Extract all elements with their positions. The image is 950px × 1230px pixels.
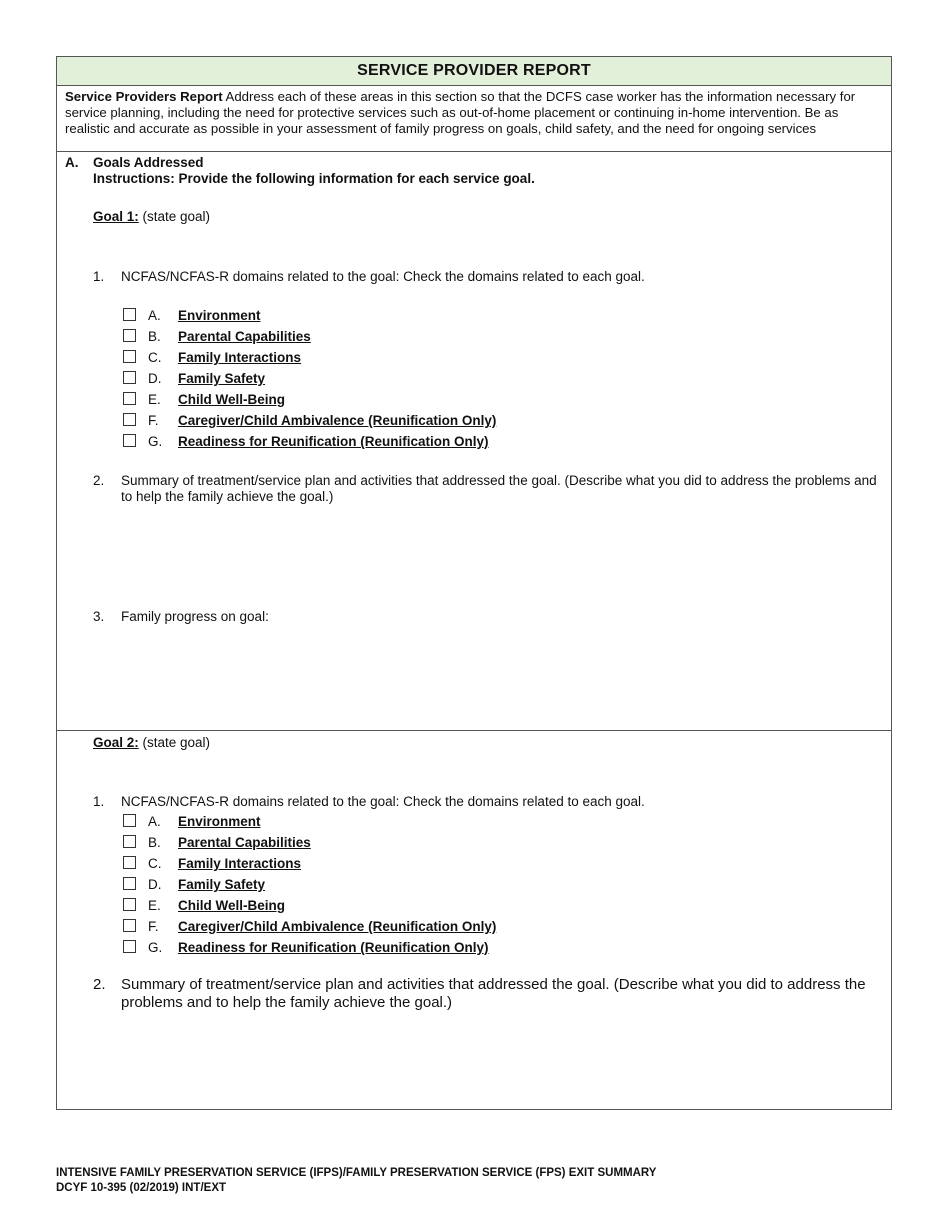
checkbox[interactable] bbox=[123, 898, 136, 911]
goal-2-hint: (state goal) bbox=[138, 735, 211, 750]
intro-text: Address each of these areas in this section so that the DCFS case worker has the information necessary for service planning, including the need for protective services such as out-of-home placement or continuing in-home intervention. Be as realistic and accurate as possible in your assessment of family progress on goals, child safety, and the need for ongoing services bbox=[65, 89, 856, 136]
goal-1-item-3-number: 3. bbox=[93, 609, 105, 624]
checkbox[interactable] bbox=[123, 371, 136, 384]
domain-label: Family Safety bbox=[178, 877, 266, 892]
checkbox[interactable] bbox=[123, 434, 136, 447]
checkbox[interactable] bbox=[123, 329, 136, 342]
domain-label: Environment bbox=[178, 308, 261, 323]
goal-2-item-2-number: 2. bbox=[93, 976, 106, 993]
goal-2-line[interactable] bbox=[93, 735, 210, 751]
intro-bold-lead: Service Providers Report bbox=[65, 89, 223, 104]
goal-1-item-1-text: NCFAS/NCFAS-R domains related to the goal: Check the domains related to each goal. bbox=[121, 269, 645, 284]
domain-letter: A. bbox=[148, 814, 161, 829]
domain-label: Caregiver/Child Ambivalence (Reunification Only) bbox=[178, 919, 497, 934]
goal-1-section bbox=[57, 152, 891, 731]
checkbox[interactable] bbox=[123, 392, 136, 405]
domain-letter: B. bbox=[148, 835, 161, 850]
domain-letter: B. bbox=[148, 329, 161, 344]
domain-label: Parental Capabilities bbox=[178, 329, 311, 344]
domain-label: Environment bbox=[178, 814, 261, 829]
goal-2-label: Goal 2: bbox=[93, 735, 139, 750]
checkbox[interactable] bbox=[123, 940, 136, 953]
domain-label: Readiness for Reunification (Reunification Only) bbox=[178, 434, 489, 449]
service-provider-report-form bbox=[56, 56, 892, 1110]
goal-2-item-1-text: NCFAS/NCFAS-R domains related to the goal: Check the domains related to each goal. bbox=[121, 794, 645, 809]
domain-label: Family Interactions bbox=[178, 856, 302, 871]
goal-1-label: Goal 1: bbox=[93, 209, 139, 224]
domain-label: Child Well-Being bbox=[178, 392, 285, 407]
goal-1-item-3-text: Family progress on goal: bbox=[121, 609, 269, 624]
domain-letter: F. bbox=[148, 919, 159, 934]
goal-1-hint: (state goal) bbox=[138, 209, 211, 224]
goal-1-item-2-number: 2. bbox=[93, 473, 105, 488]
checkbox[interactable] bbox=[123, 350, 136, 363]
domain-letter: D. bbox=[148, 371, 162, 386]
goal-2-section bbox=[57, 731, 891, 1111]
form-title: SERVICE PROVIDER REPORT bbox=[57, 57, 891, 86]
checkbox[interactable] bbox=[123, 856, 136, 869]
checkbox[interactable] bbox=[123, 877, 136, 890]
goal-1-item-1-number: 1. bbox=[93, 269, 105, 284]
footer-form-title: INTENSIVE FAMILY PRESERVATION SERVICE (IFPS)/FAMILY PRESERVATION SERVICE (FPS) EXIT SUMMARY bbox=[56, 1167, 657, 1179]
domain-label: Child Well-Being bbox=[178, 898, 285, 913]
section-a-instructions: Instructions: Provide the following information for each service goal. bbox=[93, 171, 535, 186]
domain-letter: F. bbox=[148, 413, 159, 428]
footer-form-number: DCYF 10-395 (02/2019) INT/EXT bbox=[56, 1182, 227, 1194]
goal-1-item-2-text: Summary of treatment/service plan and activities that addressed the goal. (Describe what you did to address the problems and to help the family achieve the goal.) bbox=[121, 473, 877, 504]
checkbox[interactable] bbox=[123, 835, 136, 848]
intro-paragraph bbox=[57, 86, 891, 152]
domain-letter: A. bbox=[148, 308, 161, 323]
section-a-heading: Goals Addressed bbox=[93, 155, 204, 170]
domain-label: Family Interactions bbox=[178, 350, 302, 365]
domain-letter: G. bbox=[148, 940, 163, 955]
domain-letter: E. bbox=[148, 392, 161, 407]
domain-letter: D. bbox=[148, 877, 162, 892]
goal-2-item-1-number: 1. bbox=[93, 794, 105, 809]
goal-2-item-2-text: Summary of treatment/service plan and activities that addressed the goal. (Describe what you did to address the problems and to help the family achieve the goal.) bbox=[121, 976, 866, 1011]
domain-label: Readiness for Reunification (Reunification Only) bbox=[178, 940, 489, 955]
section-a-letter: A. bbox=[65, 155, 79, 170]
domain-letter: G. bbox=[148, 434, 163, 449]
checkbox[interactable] bbox=[123, 308, 136, 321]
checkbox[interactable] bbox=[123, 814, 136, 827]
domain-letter: C. bbox=[148, 350, 162, 365]
checkbox[interactable] bbox=[123, 413, 136, 426]
goal-1-line[interactable] bbox=[93, 209, 210, 225]
domain-label: Parental Capabilities bbox=[178, 835, 311, 850]
domain-label: Family Safety bbox=[178, 371, 266, 386]
domain-label: Caregiver/Child Ambivalence (Reunification Only) bbox=[178, 413, 497, 428]
domain-letter: C. bbox=[148, 856, 162, 871]
domain-letter: E. bbox=[148, 898, 161, 913]
checkbox[interactable] bbox=[123, 919, 136, 932]
